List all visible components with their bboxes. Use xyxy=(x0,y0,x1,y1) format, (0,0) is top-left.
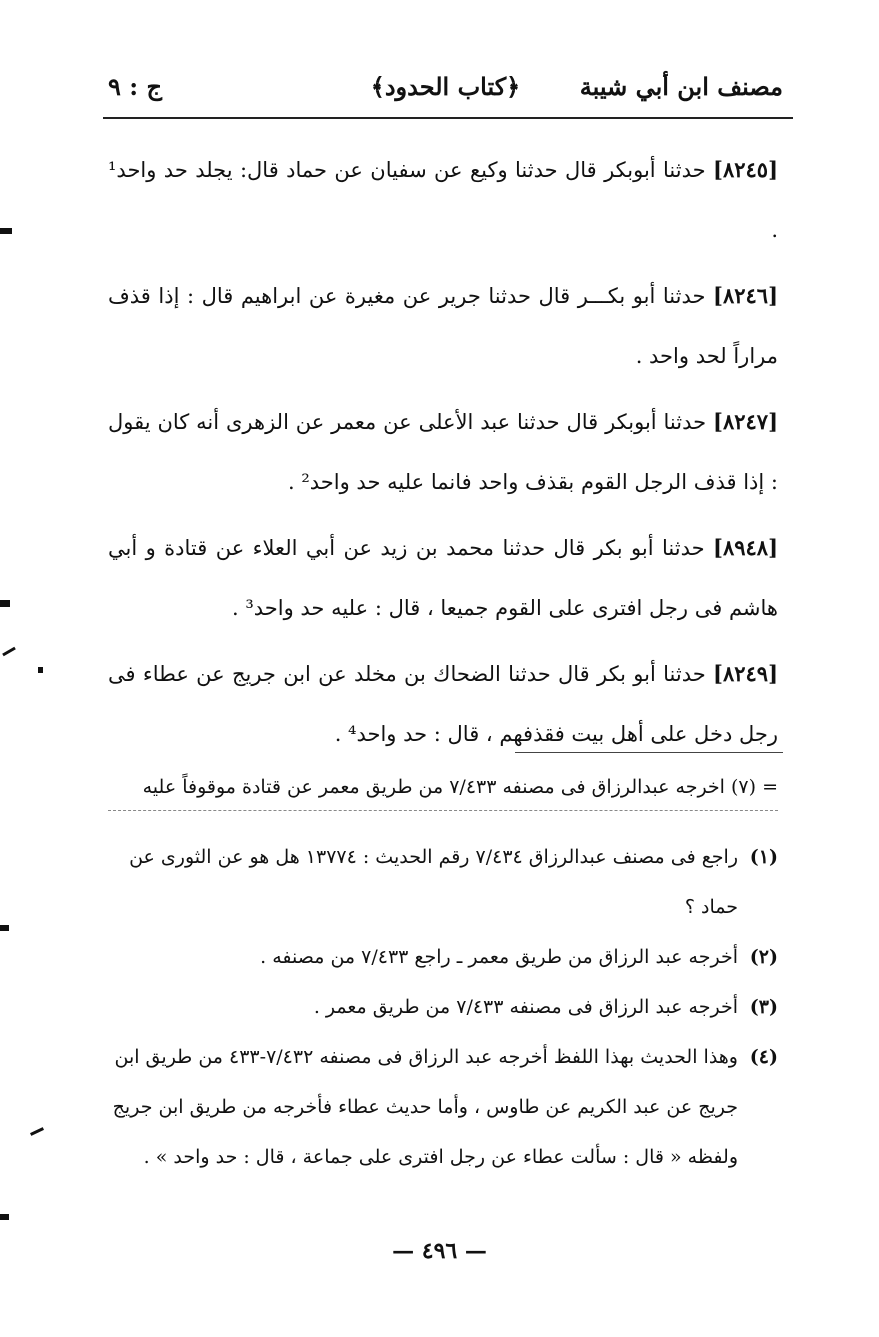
hadith-text: حدثنا أبو بكر قال حدثنا محمد بن زيد عن أبي العلاء عن قتادة و أبي هاشم فى رجل افترى على القوم جميعا ، قال : عليه حد واحد³ . xyxy=(108,536,778,620)
footnotes xyxy=(108,832,778,1182)
footnote xyxy=(108,832,778,932)
footnote-text: وهذا الحديث بهذا اللفظ أخرجه عبد الرزاق فى مصنفه ٧/٤٣٢-٤٣٣ من طريق ابن جريج عن عبد الكريم عن طاوس ، وأما حديث عطاء فأخرجه من طريق ابن جريج ولفظه « قال : سألت عطاء عن رجل افترى على جماعة ، قال : حد واحد » . xyxy=(112,1046,738,1168)
hadith-paragraph xyxy=(108,266,778,386)
hadith-text: حدثنا أبو بكر قال حدثنا الضحاك بن مخلد عن ابن جريج عن عطاء فى رجل دخل على أهل بيت فقذفهم ، قال : حد واحد⁴ . xyxy=(108,662,778,746)
hadith-paragraph xyxy=(108,140,778,260)
scan-mark xyxy=(2,647,16,657)
scan-mark xyxy=(0,600,10,607)
chapter-title: ﴿كتاب الحدود﴾ xyxy=(370,72,521,101)
footnote-number: (٢) xyxy=(749,946,778,968)
scan-mark xyxy=(30,1127,44,1136)
footnote-number: (٣) xyxy=(749,996,778,1018)
footnote-number: (٤) xyxy=(749,1046,778,1068)
footnote xyxy=(108,932,778,982)
footnote-text: أخرجه عبد الرزاق من طريق معمر ـ راجع ٧/٤٣٣ من مصنفه . xyxy=(260,946,738,968)
scan-mark xyxy=(0,1214,9,1220)
volume-number: ج : ٩ xyxy=(108,72,162,101)
hadith-number: [٨٩٤٨] xyxy=(713,535,778,560)
hadith-number: [٨٢٤٧] xyxy=(713,409,778,434)
scan-mark xyxy=(38,667,43,673)
hadith-number: [٨٢٤٥] xyxy=(713,157,778,182)
footnote xyxy=(108,982,778,1032)
footnote-number: (١) xyxy=(749,846,778,868)
scan-mark xyxy=(0,925,9,931)
hadith-text: حدثنا أبو بكـــر قال حدثنا جرير عن مغيرة عن ابراهيم قال : إذا قذف مراراً لحد واحد . xyxy=(108,284,778,368)
hadith-number: [٨٢٤٩] xyxy=(713,661,778,686)
footnote xyxy=(108,1032,778,1182)
hadith-paragraph xyxy=(108,392,778,512)
page-number: — ٤٩٦ — xyxy=(392,1238,487,1264)
footnote-text: أخرجه عبد الرزاق فى مصنفه ٧/٤٣٣ من طريق معمر . xyxy=(313,996,738,1018)
scan-mark xyxy=(0,228,12,234)
running-header xyxy=(108,68,783,112)
hadith-paragraph xyxy=(108,518,778,638)
hadith-paragraph xyxy=(108,644,778,764)
header-rule xyxy=(103,117,793,119)
main-text xyxy=(108,140,778,770)
footnote-continuation: = (٧) اخرجه عبدالرزاق فى مصنفه ٧/٤٣٣ من طريق معمر عن قتادة موقوفاً عليه xyxy=(108,770,778,811)
hadith-text: حدثنا أبوبكر قال حدثنا وكيع عن سفيان عن حماد قال: يجلد حد واحد¹ . xyxy=(108,158,778,242)
hadith-number: [٨٢٤٦] xyxy=(713,283,778,308)
book-title: مصنف ابن أبي شيبة xyxy=(579,72,783,101)
hadith-text: حدثنا أبوبكر قال حدثنا عبد الأعلى عن معمر عن الزهرى أنه كان يقول : إذا قذف الرجل القوم بقذف واحد فانما عليه حد واحد² . xyxy=(108,410,778,494)
footnote-text: راجع فى مصنف عبدالرزاق ٧/٤٣٤ رقم الحديث : ١٣٧٧٤ هل هو عن الثورى عن حماد ؟ xyxy=(129,846,738,918)
footnote-separator xyxy=(515,752,783,753)
